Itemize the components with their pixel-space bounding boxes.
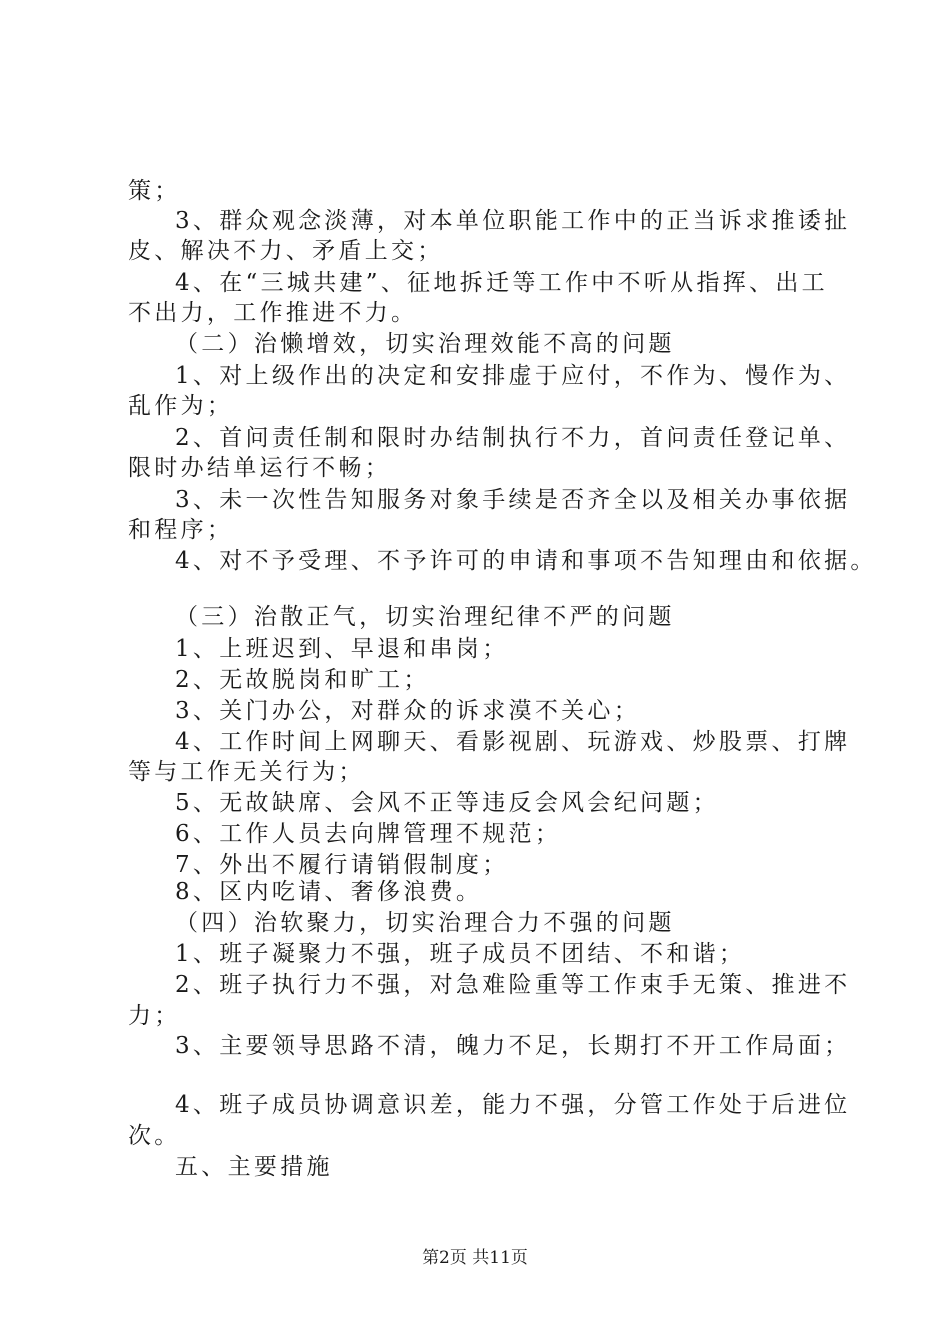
- text-line: 1、班子凝聚力不强，班子成员不团结、不和谐；: [175, 941, 746, 967]
- text-line: 策；: [128, 178, 181, 204]
- text-line: 3、关门办公，对群众的诉求漠不关心；: [175, 698, 641, 724]
- text-line: 1、对上级作出的决定和安排虚于应付，不作为、慢作为、: [175, 363, 851, 389]
- text-line: 2、班子执行力不强，对急难险重等工作束手无策、推进不: [175, 972, 851, 998]
- text-line: 乱作为；: [128, 393, 234, 419]
- text-line: 3、主要领导思路不清，魄力不足，长期打不开工作局面；: [175, 1033, 851, 1059]
- text-line: 7、外出不履行请销假制度；: [175, 852, 509, 878]
- text-line: 3、群众观念淡薄，对本单位职能工作中的正当诉求推诿扯: [175, 208, 851, 234]
- text-line: 等与工作无关行为；: [128, 759, 365, 785]
- text-line: 8、区内吃请、奢侈浪费。: [175, 879, 483, 905]
- text-line: 1、上班迟到、早退和串岗；: [175, 636, 509, 662]
- text-line: 力；: [128, 1003, 181, 1029]
- text-line: 和程序；: [128, 517, 234, 543]
- page-number-footer: 第2页 共11页: [422, 1248, 528, 1268]
- text-line: 4、工作时间上网聊天、看影视剧、玩游戏、炒股票、打牌: [175, 729, 851, 755]
- text-line: 皮、解决不力、矛盾上交；: [128, 238, 444, 264]
- text-line: 次。: [128, 1123, 181, 1149]
- text-line: 3、未一次性告知服务对象手续是否齐全以及相关办事依据: [175, 487, 851, 513]
- text-line: 6、工作人员去向牌管理不规范；: [175, 821, 562, 847]
- section-heading: （三）治散正气，切实治理纪律不严的问题: [175, 604, 675, 630]
- text-line: 4、班子成员协调意识差，能力不强，分管工作处于后进位: [175, 1092, 851, 1118]
- section-heading: （四）治软聚力，切实治理合力不强的问题: [175, 910, 675, 936]
- text-line: 5、无故缺席、会风不正等违反会风会纪问题；: [175, 790, 719, 816]
- text-line: 不出力，工作推进不力。: [128, 300, 418, 326]
- section-heading: （二）治懒增效，切实治理效能不高的问题: [175, 331, 675, 357]
- section-heading: 五、主要措施: [175, 1154, 333, 1180]
- text-line: 4、对不予受理、不予许可的申请和事项不告知理由和依据。: [175, 548, 877, 574]
- text-line: 2、首问责任制和限时办结制执行不力，首问责任登记单、: [175, 425, 851, 451]
- text-line: 4、在“三城共建”、征地拆迁等工作中不听从指挥、出工: [175, 270, 828, 296]
- text-line: 限时办结单运行不畅；: [128, 455, 391, 481]
- text-line: 2、无故脱岗和旷工；: [175, 667, 430, 693]
